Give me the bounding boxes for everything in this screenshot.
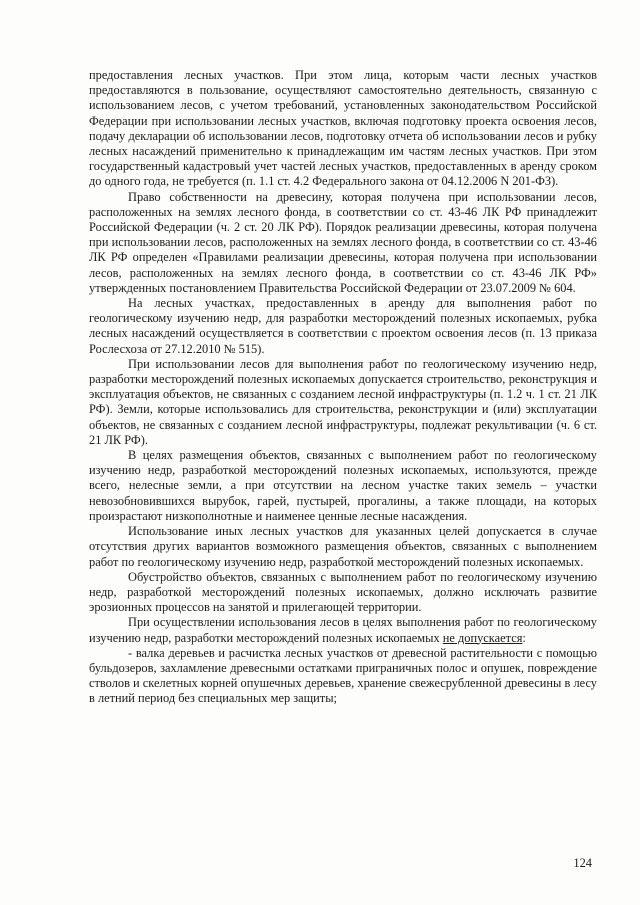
paragraph-construction: При использовании лесов для выполнения работ по геологическому изучению недр, разработки месторождений полезных ископаемых допускается строительство, реконструкция и эксплуатация объектов, не связанных с созданием лесной инфраструктуры (п. 1.2 ч. 1 ст. 21 ЛК РФ). Земли, которые использовались для строительства, реконструкции и (или) эксплуатации объектов, не связанных с созданием лесной инфраструктуры, подлежат рекультивации (ч. 6 ст. 21 ЛК РФ). xyxy=(89,356,597,447)
paragraph-placement: В целях размещения объектов, связанных с выполнением работ по геологическому изучению недр, разработкой месторождений полезных ископаемых, используются, прежде всего, нелесные земли, а при отсутствии на лесном участке таких земель – участки невозобновившихся вырубок, гарей, пустырей, прогалины, а также площади, на которых произрастают низкополнотные и наименее ценные лесные насаждения. xyxy=(89,448,597,523)
paragraph-prohibitions xyxy=(89,615,597,645)
list-item: - валка деревьев и расчистка лесных участков от древесной растительности с помощью бульдозеров, захламление древесными остатками приграничных полос и опушек, повреждение стволов и скелетных корней опушечных деревьев, хранение свежесрубленной древесины в лесу в летний период без специальных мер защиты; xyxy=(89,645,597,706)
paragraph-continuation: предоставления лесных участков. При этом лица, которым части лесных участков предоставляются в пользование, осуществляют самостоятельно деятельность, связанную с использованием лесов, с учетом требований, установленных законодательством Российской Федерации при использовании лесных участков, включая подготовку проекта освоения лесов, подачу декларации об использовании лесов, подготовку отчета об использовании лесов и рубку лесных насаждений применительно к принадлежащим им частям лесных участков. При этом государственный кадастровый учет частей лесных участков, предоставленных в аренду сроком до одного года, не требуется (п. 1.1 ст. 4.2 Федерального закона от 04.12.2006 N 201-ФЗ). xyxy=(89,68,597,189)
paragraph-other-plots: Использование иных лесных участков для указанных целей допускается в случае отсутствия других вариантов возможного размещения объектов, связанных с выполнением работ по геологическому изучению недр, разработкой месторождений полезных ископаемых. xyxy=(89,524,597,569)
paragraph-lease-felling: На лесных участках, предоставленных в аренду для выполнения работ по геологическому изучению недр, для разработки месторождений полезных ископаемых, рубка лесных насаждений осуществляется в соответствии с проектом освоения лесов (п. 13 приказа Рослесхоза от 27.12.2010 № 515). xyxy=(89,296,597,356)
paragraph-erosion: Обустройство объектов, связанных с выполнением работ по геологическому изучению недр, разработкой месторождений полезных ископаемых, должно исключать развитие эрозионных процессов на занятой и прилегающей территории. xyxy=(89,569,597,615)
prohibitions-colon: : xyxy=(522,630,526,645)
document-body xyxy=(89,68,597,707)
prohibitions-underlined: не допускается xyxy=(442,630,523,645)
page-number: 124 xyxy=(573,856,592,870)
paragraph-wood-ownership: Право собственности на древесину, которая получена при использовании лесов, расположенных на землях лесного фонда, в соответствии со ст. 43-46 ЛК РФ принадлежит Российской Федерации (ч. 2 ст. 20 ЛК РФ). Порядок реализации древесины, которая получена при использовании лесов, расположенных на землях лесного фонда, в соответствии со ст. 43-46 ЛК РФ определен «Правилами реализации древесины, которая получена при использовании лесов, расположенных на землях лесного фонда, в соответствии со ст. 43-46 ЛК РФ» утвержденных постановлением Правительства Российской Федерации от 23.07.2009 № 604. xyxy=(89,189,597,295)
prohibitions-intro: При осуществлении использования лесов в целях выполнения работ по геологическому изучению недр, разработки месторождений полезных ископаемых xyxy=(89,615,597,645)
